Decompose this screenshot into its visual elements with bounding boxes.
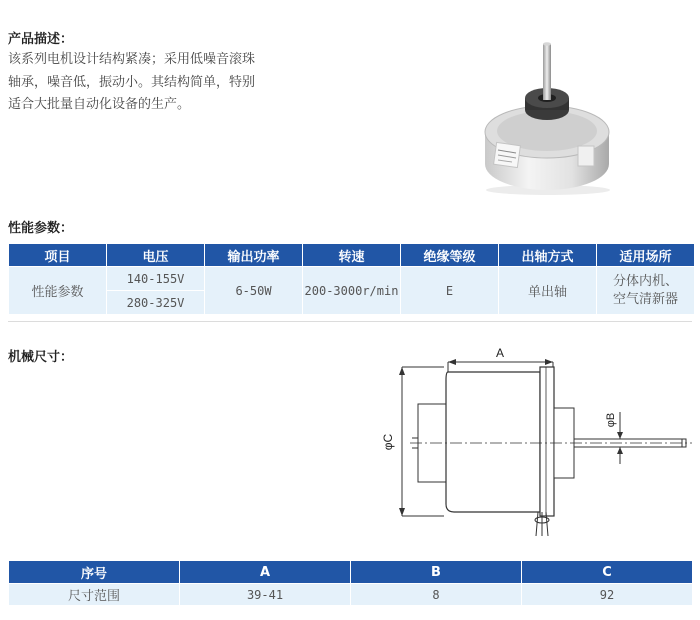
description-line: 该系列电机设计结构紧凑；采用低噪音滚珠: [8, 52, 256, 67]
label-a: A: [495, 346, 505, 360]
section-divider: [8, 321, 692, 322]
shaft-value: 单出轴: [499, 267, 597, 315]
description-line: 适合大批量自动化设备的生产。: [8, 97, 191, 112]
header-a: A: [180, 561, 351, 584]
label-c: φC: [381, 433, 395, 451]
value-b: 8: [351, 584, 522, 606]
dimensions-table: [8, 560, 693, 606]
mechanical-heading: 机械尺寸：: [8, 350, 74, 365]
performance-heading: 性能参数：: [8, 221, 74, 236]
label-b: φB: [605, 412, 617, 428]
table-row: [9, 267, 695, 291]
value-a: 39-41: [180, 584, 351, 606]
header-speed: 转速: [303, 244, 401, 267]
table-header-row: [9, 561, 693, 584]
insulation-value: E: [401, 267, 499, 315]
header-item: 项目: [9, 244, 107, 267]
header-application: 适用场所: [597, 244, 695, 267]
row-label: 性能参数: [9, 267, 107, 315]
performance-table: [8, 243, 695, 315]
dimension-drawing: [370, 340, 695, 540]
product-description-text: [8, 49, 293, 117]
header-output-power: 输出功率: [205, 244, 303, 267]
description-line: 轴承，噪音低，振动小。其结构简单，特别: [8, 74, 256, 90]
table-header-row: [9, 244, 695, 267]
voltage-value: 140-155V: [107, 267, 205, 291]
header-insulation: 绝缘等级: [401, 244, 499, 267]
application-value: [597, 267, 695, 315]
value-c: 92: [522, 584, 693, 606]
header-b: B: [351, 561, 522, 584]
row-label: 尺寸范围: [9, 584, 180, 606]
application-line: 分体内机、: [612, 273, 678, 289]
header-shaft: 出轴方式: [499, 244, 597, 267]
application-line: 空气清新器: [612, 291, 678, 307]
header-index: 序号: [9, 561, 180, 584]
power-value: 6-50W: [205, 267, 303, 315]
voltage-value: 280-325V: [107, 291, 205, 315]
header-c: C: [522, 561, 693, 584]
table-row: [9, 584, 693, 606]
motor-photo: [470, 32, 620, 197]
product-description-heading: 产品描述：: [8, 32, 74, 47]
header-voltage: 电压: [107, 244, 205, 267]
speed-value: 200-3000r/min: [303, 267, 401, 315]
